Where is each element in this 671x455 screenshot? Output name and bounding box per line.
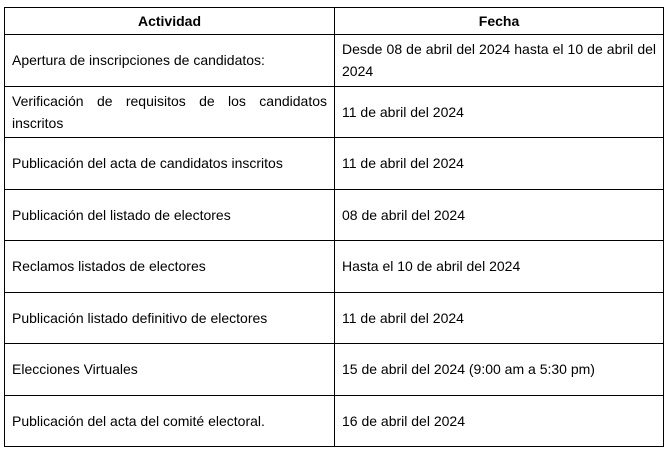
actividad-cell: Publicación del acta de candidatos inscritos (5, 138, 335, 190)
header-row (5, 8, 664, 35)
fecha-cell: Hasta el 10 de abril del 2024 (335, 241, 664, 293)
fecha-cell: 15 de abril del 2024 (9:00 am a 5:30 pm) (335, 344, 664, 396)
table-row (5, 138, 664, 190)
fecha-cell: Desde 08 de abril del 2024 hasta el 10 de abril del 2024 (335, 35, 664, 87)
column-header-actividad: Actividad (5, 8, 335, 35)
actividad-cell: Verificación de requisitos de los candidatos inscritos (5, 86, 335, 138)
table-row (5, 344, 664, 396)
column-header-fecha: Fecha (335, 8, 664, 35)
actividad-cell: Publicación del acta del comité electoral. (5, 395, 335, 447)
table-row (5, 241, 664, 293)
fecha-cell: 11 de abril del 2024 (335, 138, 664, 190)
fecha-cell: 11 de abril del 2024 (335, 86, 664, 138)
fecha-cell: 11 de abril del 2024 (335, 292, 664, 344)
actividad-cell: Elecciones Virtuales (5, 344, 335, 396)
fecha-cell: 08 de abril del 2024 (335, 189, 664, 241)
actividad-cell: Publicación del listado de electores (5, 189, 335, 241)
table-row (5, 35, 664, 87)
actividad-cell: Reclamos listados de electores (5, 241, 335, 293)
table-row (5, 189, 664, 241)
fecha-cell: 16 de abril del 2024 (335, 395, 664, 447)
table-row (5, 292, 664, 344)
actividad-cell: Apertura de inscripciones de candidatos: (5, 35, 335, 87)
actividad-cell: Publicación listado definitivo de electores (5, 292, 335, 344)
table-row (5, 395, 664, 447)
schedule-table (4, 7, 664, 447)
table-row (5, 86, 664, 138)
